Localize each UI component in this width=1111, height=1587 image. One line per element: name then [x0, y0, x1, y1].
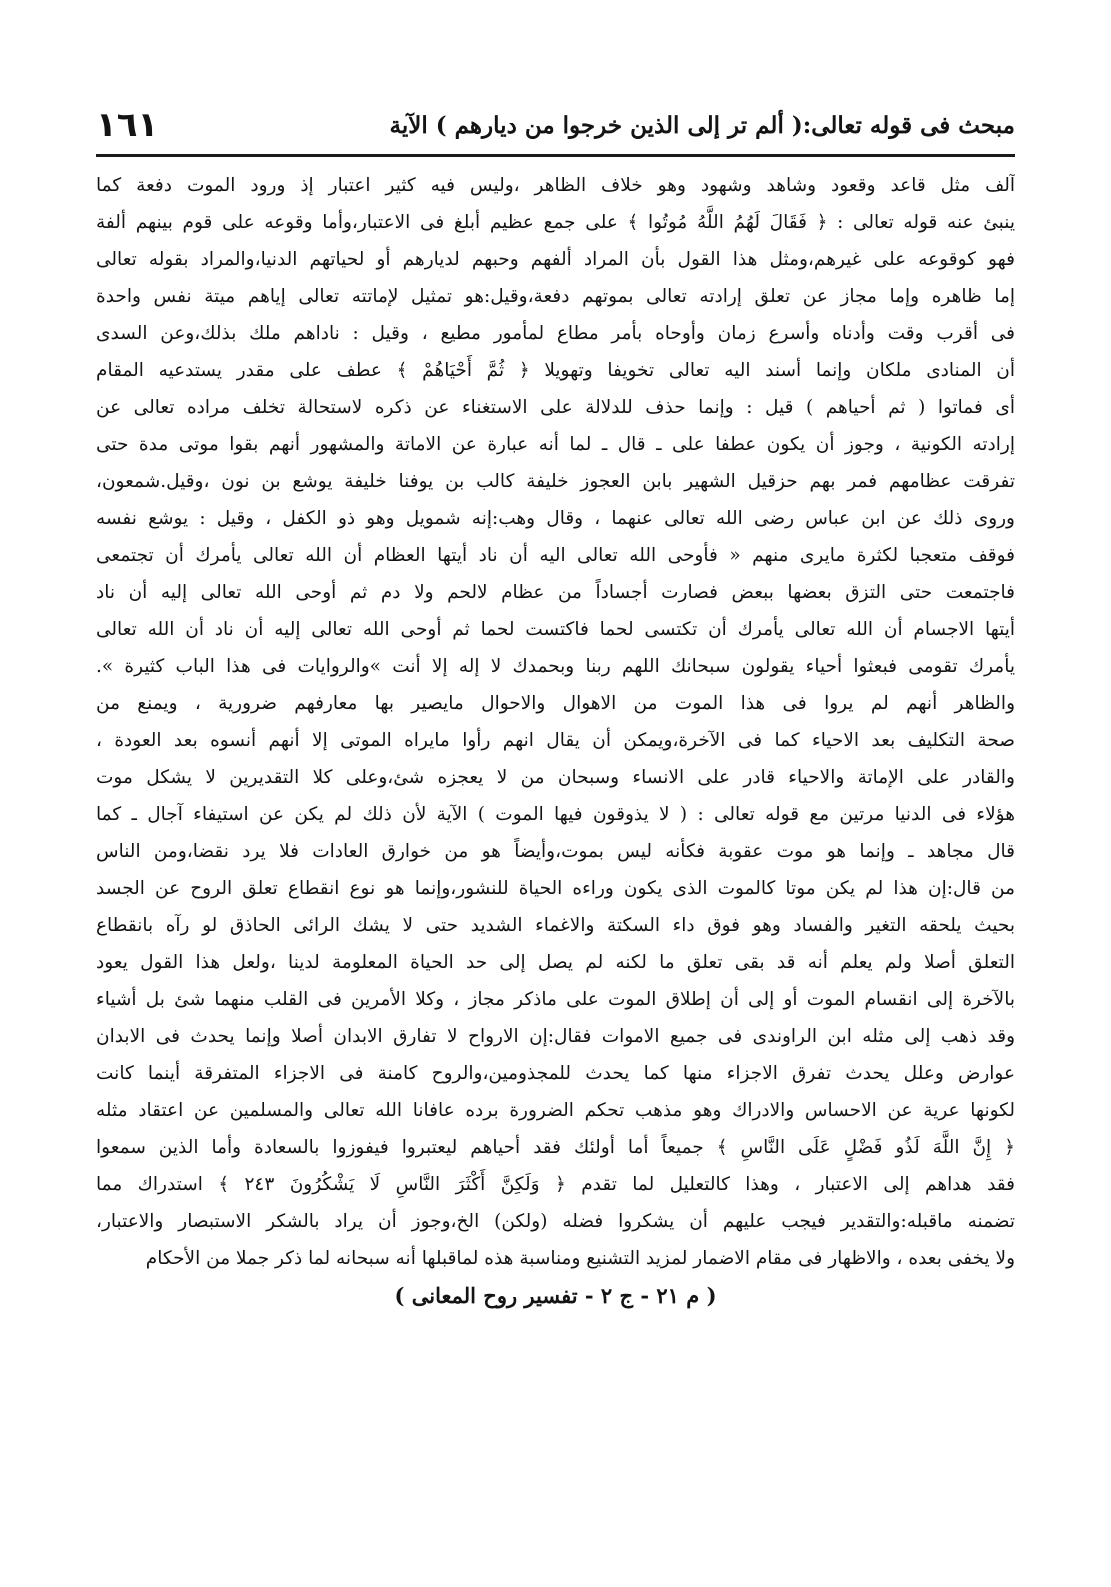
running-header	[96, 96, 1015, 157]
text-line: وقد ذهب إلى مثله ابن الراوندى فى جميع الاموات فقال:إن الارواح لا تفارق الابدان أصلا وإنما يحدث فى الابدان	[96, 1026, 1015, 1047]
text-line: أن المنادى ملكان وإنما أسند اليه تعالى تخويفا وتهويلا ﴿ ثُمَّ أَحْيَاهُمْ ﴾ عطف على مقدر يستدعيه المقام	[96, 360, 1015, 381]
text-line: بالآخرة إلى انقسام الموت أو إلى أن إطلاق الموت على ماذكر مجاز ، وكلا الأمرين فى القلب منهما شئ بل أشياء	[96, 989, 1015, 1010]
text-line: هؤلاء فى الدنيا مرتين مع قوله تعالى : ( لا يذوقون فيها الموت ) الآية لأن ذلك لم يكن عن استيفاء آجال ـ كما	[96, 804, 1015, 825]
text-line: تفرقت عظامهم فمر بهم حزقيل الشهير بابن العجوز خليفة كالب بن يوفنا خليفة يوشع بن نون ،وقيل.شمعون،	[96, 471, 1015, 492]
text-line: وروى ذلك عن ابن عباس رضى الله تعالى عنهما ، وقال وهب:إنه شمويل وهو ذو الكفل ، وقيل : يوشع نفسه	[96, 508, 1015, 529]
text-line: عوارض وعلل يحدث تفرق الاجزاء منها كما يحدث للمجذومين،والروح كامنة فى الاجزاء المتفرقة أينما كانت	[96, 1063, 1015, 1084]
text-line: أيتها الاجسام أن الله تعالى يأمرك أن تكتسى لحما فاكتست لحما ثم أوحى الله تعالى إليه أن ناد أن الله تعالى	[96, 619, 1015, 640]
text-line: فقد هداهم إلى الاعتبار ، وهذا كالتعليل لما تقدم ﴿ وَلَكِنَّ أَكْثَرَ النَّاسِ لَا يَشْكُرُونَ ٢٤٣ ﴾ استدراك مما	[96, 1174, 1015, 1195]
text-line: ينبئ عنه قوله تعالى : ﴿ فَقَالَ لَهُمُ اللَّهُ مُوتُوا ﴾ على جمع عظيم أبلغ فى الاعتبار،وأما وقوعه على قوم بينهم ألفة	[96, 212, 1015, 233]
page-number: ١٦١	[96, 105, 159, 145]
text-line: من قال:إن هذا لم يكن موتا كالموت الذى يكون وراءه الحياة للنشور،وإنما هو نوع انقطاع تعلق الروح عن الجسد	[96, 878, 1015, 899]
text-line: صحة التكليف بعد الاحياء كما فى الآخرة،ويمكن أن يقال انهم رأوا مايراه الموتى إلا أنهم أنسوه بعد العودة ،	[96, 730, 1015, 751]
text-line: آلف مثل قاعد وقعود وشاهد وشهود وهو خلاف الظاهر ،وليس فيه كثير اعتبار إذ ورود الموت دفعة كما	[96, 175, 1015, 196]
text-line: إما ظاهره وإما مجاز عن تعلق إرادته تعالى بموتهم دفعة،وقيل:هو تمثيل لإماتته تعالى إياهم ميتة نفس واحدة	[96, 286, 1015, 307]
running-title: مبحث فى قوله تعالى:( ألم تر إلى الذين خرجوا من ديارهم ) الآية	[389, 111, 1015, 139]
text-line: بحيث يلحقه التغير والفساد وهو فوق داء السكتة والاغماء الشديد حتى لا يشك الرائى الحاذق لو رآه بانقطاع	[96, 915, 1015, 936]
body-text	[96, 167, 1015, 1277]
text-line: التعلق أصلا ولم يعلم أنه قد بقى تعلق ما لكنه لم يصل إلى حد الحياة المعلومة لدينا ،ولعل هذا القول يعود	[96, 952, 1015, 973]
text-line: فاجتمعت حتى التزق بعضها ببعض فصارت أجساداً من عظام لالحم ولا دم ثم أوحى الله تعالى إليه أن ناد	[96, 582, 1015, 603]
text-line: ولا يخفى بعده ، والاظهار فى مقام الاضمار لمزيد التشنيع ومناسبة هذه لماقبلها أنه سبحانه لما ذكر جملا من الأحكام	[145, 1248, 1015, 1269]
text-line: ﴿ إِنَّ اللَّهَ لَذُو فَضْلٍ عَلَى النَّاسِ ﴾ جميعاً أما أولئك فقد أحياهم ليعتبروا فيفوزوا بالسعادة وأما الذين سمعوا	[96, 1137, 1015, 1158]
text-line: والقادر على الإماتة والاحياء قادر على الانساء وسبحان من لا يعجزه شئ،وعلى كلا التقديرين لا يشكل موت	[96, 767, 1015, 788]
text-line: أى فماتوا ( ثم أحياهم ) قيل : وإنما حذف للدلالة على الاستغناء عن ذكره لاستحالة تخلف مراده تعالى عن	[96, 397, 1015, 418]
text-line: قال مجاهد ـ وإنما هو موت عقوبة فكأنه ليس بموت،وأيضاً هو من خوارق العادات فلا يرد نقضا،ومن الناس	[96, 841, 1015, 862]
text-line: لكونها عرية عن الاحساس والادراك وهو مذهب تحكم الضرورة برده عافانا الله تعالى والمسلمين عن اعتقاد مثله	[96, 1100, 1015, 1121]
text-line: يأمرك تقومى فبعثوا أحياء يقولون سبحانك اللهم ربنا وبحمدك لا إله إلا أنت »والروايات فى هذا الباب كثيرة ».	[96, 656, 1015, 677]
text-line: فهو كوقوعه على غيرهم،ومثل هذا القول بأن المراد ألفهم وحبهم لديارهم أو لحياتهم الدنيا،والمراد بقوله تعالى	[96, 249, 1015, 270]
text-line: تضمنه ماقبله:والتقدير فيجب عليهم أن يشكروا فضله (ولكن) الخ،وجوز أن يراد بالشكر الاستبصار والاعتبار،	[96, 1211, 1015, 1232]
footer-signature: ( م ٢١ - ج ٢ - تفسير روح المعانى )	[394, 1283, 717, 1308]
text-line: إرادته الكونية ، وجوز أن يكون عطفا على ـ قال ـ لما أنه عبارة عن الاماتة والمشهور أنهم بقوا موتى مدة حتى	[96, 434, 1015, 455]
text-line: والظاهر أنهم لم يروا فى هذا الموت من الاهوال والاحوال مايصير بها معارفهم ضرورية ، ويمنع من	[96, 693, 1015, 714]
text-line: فى أقرب وقت وأدناه وأسرع زمان وأوحاه بأمر مطاع لمأمور مطيع ، وقيل : ناداهم ملك بذلك،وعن السدى	[96, 323, 1015, 344]
text-line: فوقف متعجبا لكثرة مايرى منهم « فأوحى الله تعالى اليه أن ناد أيتها العظام أن الله تعالى يأمرك أن تجتمعى	[96, 545, 1015, 566]
